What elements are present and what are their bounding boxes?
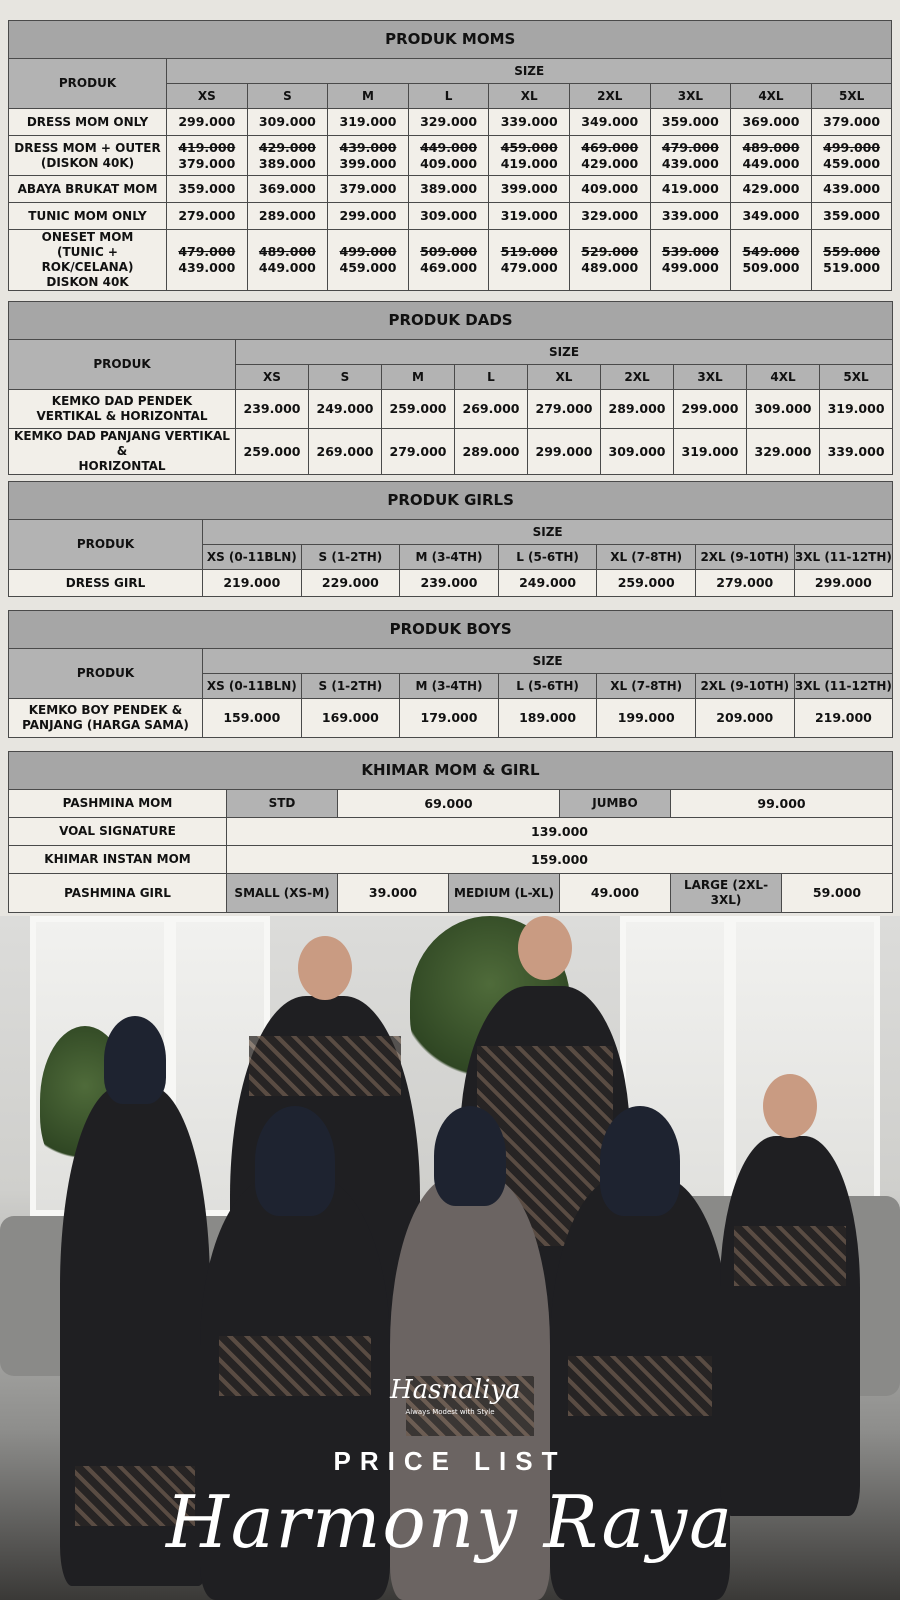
size-m: M bbox=[382, 365, 455, 390]
moms-produk-header: PRODUK bbox=[9, 59, 167, 109]
discount-price: 379.000 bbox=[178, 155, 236, 171]
variant-label: MEDIUM (L-XL) bbox=[449, 874, 560, 913]
price-cell: 439.000 bbox=[811, 176, 892, 203]
price-cell: 279.000 bbox=[528, 390, 601, 429]
price-cell: 159.000 bbox=[203, 699, 302, 738]
hijab bbox=[104, 1016, 166, 1104]
old-price: 459.000 bbox=[500, 139, 558, 155]
size-xl: XL bbox=[489, 84, 570, 109]
price-cell bbox=[811, 136, 892, 176]
price-cell: 219.000 bbox=[203, 570, 302, 597]
price-cell: 299.000 bbox=[328, 203, 409, 230]
table-row bbox=[9, 176, 892, 203]
product-label bbox=[9, 699, 203, 738]
price-cell: 319.000 bbox=[328, 109, 409, 136]
price-cell: 209.000 bbox=[695, 699, 794, 738]
price-cell: 339.000 bbox=[650, 203, 731, 230]
old-price: 529.000 bbox=[581, 244, 639, 260]
size-2xl: 2XL bbox=[569, 84, 650, 109]
price-cell: 99.000 bbox=[671, 790, 893, 818]
price-cell: 349.000 bbox=[731, 203, 812, 230]
price-cell: 329.000 bbox=[569, 203, 650, 230]
size-l: L bbox=[408, 84, 489, 109]
dads-price-table bbox=[8, 301, 893, 475]
price-cell bbox=[167, 230, 248, 291]
price-cell bbox=[811, 230, 892, 291]
price-cell: 379.000 bbox=[811, 109, 892, 136]
discount-price: 459.000 bbox=[823, 155, 881, 171]
collection-name: Harmony Raya bbox=[165, 1480, 735, 1564]
product-label-line: KEMKO DAD PANJANG VERTIKAL & bbox=[14, 429, 230, 458]
discount-price: 439.000 bbox=[661, 155, 719, 171]
boys-size-header: SIZE bbox=[203, 649, 893, 674]
moms-title: PRODUK MOMS bbox=[9, 21, 892, 59]
old-price: 519.000 bbox=[500, 244, 558, 260]
size-2xl: 2XL bbox=[601, 365, 674, 390]
discount-price: 429.000 bbox=[581, 155, 639, 171]
product-label bbox=[9, 429, 236, 475]
price-cell: 269.000 bbox=[309, 429, 382, 475]
price-cell: 359.000 bbox=[650, 109, 731, 136]
price-cell bbox=[569, 136, 650, 176]
product-label bbox=[9, 390, 236, 429]
product-label-line: VERTIKAL & HORIZONTAL bbox=[36, 409, 208, 423]
discount-price: 489.000 bbox=[581, 260, 639, 275]
price-cell: 229.000 bbox=[301, 570, 400, 597]
price-cell: 259.000 bbox=[382, 390, 455, 429]
variant-label: SMALL (XS-M) bbox=[227, 874, 338, 913]
price-cell: 159.000 bbox=[227, 846, 893, 874]
old-price: 429.000 bbox=[258, 139, 316, 155]
price-cell: 329.000 bbox=[408, 109, 489, 136]
face bbox=[298, 936, 352, 1000]
price-cell: 319.000 bbox=[674, 429, 747, 475]
product-label-line: HORIZONTAL bbox=[78, 459, 166, 473]
price-cell: 269.000 bbox=[455, 390, 528, 429]
product-label-line: (TUNIC + ROK/CELANA) bbox=[41, 245, 134, 274]
price-cell: 359.000 bbox=[811, 203, 892, 230]
dads-produk-header: PRODUK bbox=[9, 340, 236, 390]
old-price: 469.000 bbox=[581, 139, 639, 155]
price-cell: 249.000 bbox=[498, 570, 597, 597]
price-cell: 279.000 bbox=[695, 570, 794, 597]
product-label-line: ONESET MOM bbox=[41, 230, 134, 244]
size-l: L bbox=[455, 365, 528, 390]
discount-price: 399.000 bbox=[339, 155, 397, 171]
price-cell: 69.000 bbox=[338, 790, 560, 818]
price-cell: 369.000 bbox=[731, 109, 812, 136]
size-xl: XL (7-8TH) bbox=[597, 545, 696, 570]
batik-pattern bbox=[734, 1226, 846, 1286]
price-cell: 339.000 bbox=[820, 429, 893, 475]
product-label: DRESS GIRL bbox=[9, 570, 203, 597]
price-cell: 299.000 bbox=[167, 109, 248, 136]
old-price: 489.000 bbox=[258, 244, 316, 260]
price-cell bbox=[408, 230, 489, 291]
price-cell: 309.000 bbox=[408, 203, 489, 230]
table-row bbox=[9, 874, 893, 913]
old-price: 479.000 bbox=[661, 139, 719, 155]
product-label: PASHMINA MOM bbox=[9, 790, 227, 818]
face bbox=[518, 916, 572, 980]
discount-price: 499.000 bbox=[661, 260, 719, 275]
size-xl: XL bbox=[528, 365, 601, 390]
old-price: 449.000 bbox=[420, 139, 478, 155]
price-cell: 49.000 bbox=[560, 874, 671, 913]
price-cell bbox=[489, 136, 570, 176]
khimar-title: KHIMAR MOM & GIRL bbox=[9, 752, 893, 790]
price-cell: 409.000 bbox=[569, 176, 650, 203]
variant-label: JUMBO bbox=[560, 790, 671, 818]
price-cell bbox=[489, 230, 570, 291]
boys-produk-header: PRODUK bbox=[9, 649, 203, 699]
girls-size-header: SIZE bbox=[203, 520, 893, 545]
discount-price: 479.000 bbox=[500, 260, 558, 275]
table-row bbox=[9, 230, 892, 291]
khimar-price-table bbox=[8, 751, 893, 913]
brand-tagline: Always Modest with Style bbox=[405, 1408, 495, 1416]
price-cell bbox=[247, 136, 328, 176]
price-cell: 379.000 bbox=[328, 176, 409, 203]
price-cell: 179.000 bbox=[400, 699, 499, 738]
price-cell: 169.000 bbox=[301, 699, 400, 738]
product-label-line: PANJANG (HARGA SAMA) bbox=[22, 718, 189, 732]
price-cell: 309.000 bbox=[247, 109, 328, 136]
girls-title: PRODUK GIRLS bbox=[9, 482, 893, 520]
product-label: KHIMAR INSTAN MOM bbox=[9, 846, 227, 874]
price-cell: 59.000 bbox=[782, 874, 893, 913]
size-xl: XL (7-8TH) bbox=[597, 674, 696, 699]
price-cell bbox=[247, 230, 328, 291]
old-price: 479.000 bbox=[178, 244, 236, 260]
price-list-heading: PRICE LIST bbox=[333, 1446, 567, 1476]
product-label: TUNIC MOM ONLY bbox=[9, 203, 167, 230]
discount-price: 409.000 bbox=[420, 155, 478, 171]
hijab bbox=[434, 1106, 506, 1206]
discount-price: 419.000 bbox=[500, 155, 558, 171]
size-l: L (5-6TH) bbox=[498, 674, 597, 699]
boys-price-table bbox=[8, 610, 893, 738]
old-price: 499.000 bbox=[339, 244, 397, 260]
size-xs: XS bbox=[167, 84, 248, 109]
price-cell: 249.000 bbox=[309, 390, 382, 429]
old-price: 499.000 bbox=[823, 139, 881, 155]
price-cell bbox=[408, 136, 489, 176]
price-cell: 239.000 bbox=[400, 570, 499, 597]
dads-size-header: SIZE bbox=[236, 340, 893, 365]
price-cell: 299.000 bbox=[674, 390, 747, 429]
table-row bbox=[9, 570, 893, 597]
price-cell: 429.000 bbox=[731, 176, 812, 203]
product-label-line: KEMKO BOY PENDEK & bbox=[28, 703, 183, 717]
price-cell bbox=[569, 230, 650, 291]
price-cell: 339.000 bbox=[489, 109, 570, 136]
moms-price-table bbox=[8, 20, 892, 291]
price-cell bbox=[328, 230, 409, 291]
price-cell: 419.000 bbox=[650, 176, 731, 203]
table-row bbox=[9, 818, 893, 846]
size-s: S (1-2TH) bbox=[301, 545, 400, 570]
table-row bbox=[9, 203, 892, 230]
old-price: 489.000 bbox=[742, 139, 800, 155]
price-cell: 279.000 bbox=[167, 203, 248, 230]
discount-price: 509.000 bbox=[742, 260, 800, 275]
discount-price: 449.000 bbox=[258, 260, 316, 275]
batik-pattern bbox=[219, 1336, 371, 1396]
old-price: 559.000 bbox=[823, 244, 881, 260]
product-label-line: DISKON 40K bbox=[46, 275, 129, 289]
table-row bbox=[9, 390, 893, 429]
price-cell: 319.000 bbox=[489, 203, 570, 230]
size-s: S bbox=[247, 84, 328, 109]
table-row bbox=[9, 846, 893, 874]
discount-price: 389.000 bbox=[258, 155, 316, 171]
size-xs: XS bbox=[236, 365, 309, 390]
price-cell: 369.000 bbox=[247, 176, 328, 203]
price-cell: 289.000 bbox=[455, 429, 528, 475]
size-5xl: 5XL bbox=[811, 84, 892, 109]
variant-label: LARGE (2XL-3XL) bbox=[671, 874, 782, 913]
size-m: M bbox=[328, 84, 409, 109]
size-l: L (5-6TH) bbox=[498, 545, 597, 570]
price-cell: 279.000 bbox=[382, 429, 455, 475]
hijab bbox=[600, 1106, 680, 1216]
price-cell bbox=[731, 136, 812, 176]
price-cell bbox=[167, 136, 248, 176]
product-label bbox=[9, 230, 167, 291]
old-price: 509.000 bbox=[420, 244, 478, 260]
price-cell bbox=[650, 136, 731, 176]
discount-price: 519.000 bbox=[823, 260, 881, 275]
price-cell: 259.000 bbox=[597, 570, 696, 597]
discount-price: 459.000 bbox=[339, 260, 397, 275]
table-row bbox=[9, 429, 893, 475]
product-label-line: (DISKON 40K) bbox=[40, 155, 135, 170]
discount-price: 469.000 bbox=[420, 260, 478, 275]
price-cell: 359.000 bbox=[167, 176, 248, 203]
price-cell: 309.000 bbox=[601, 429, 674, 475]
price-cell: 299.000 bbox=[794, 570, 893, 597]
size-2xl: 2XL (9-10TH) bbox=[695, 674, 794, 699]
variant-label: STD bbox=[227, 790, 338, 818]
table-row bbox=[9, 699, 893, 738]
price-cell: 389.000 bbox=[408, 176, 489, 203]
product-label: VOAL SIGNATURE bbox=[9, 818, 227, 846]
size-xs: XS (0-11BLN) bbox=[203, 545, 302, 570]
face bbox=[763, 1074, 817, 1138]
size-2xl: 2XL (9-10TH) bbox=[695, 545, 794, 570]
price-cell: 329.000 bbox=[747, 429, 820, 475]
moms-size-header: SIZE bbox=[167, 59, 892, 84]
price-cell: 289.000 bbox=[247, 203, 328, 230]
table-row bbox=[9, 136, 892, 176]
price-cell bbox=[328, 136, 409, 176]
girls-price-table bbox=[8, 481, 893, 597]
price-cell: 289.000 bbox=[601, 390, 674, 429]
price-cell: 219.000 bbox=[794, 699, 893, 738]
product-label: PASHMINA GIRL bbox=[9, 874, 227, 913]
size-3xl: 3XL bbox=[674, 365, 747, 390]
hijab bbox=[255, 1106, 335, 1216]
old-price: 439.000 bbox=[339, 139, 397, 155]
table-row bbox=[9, 109, 892, 136]
brand-logo: Hasnaliya bbox=[390, 1375, 521, 1405]
product-label: ABAYA BRUKAT MOM bbox=[9, 176, 167, 203]
size-xs: XS (0-11BLN) bbox=[203, 674, 302, 699]
price-cell: 139.000 bbox=[227, 818, 893, 846]
price-cell: 239.000 bbox=[236, 390, 309, 429]
old-price: 539.000 bbox=[661, 244, 719, 260]
price-cell: 399.000 bbox=[489, 176, 570, 203]
dads-title: PRODUK DADS bbox=[9, 302, 893, 340]
price-cell: 309.000 bbox=[747, 390, 820, 429]
size-3xl: 3XL (11-12TH) bbox=[794, 545, 893, 570]
price-cell: 189.000 bbox=[498, 699, 597, 738]
size-m: M (3-4TH) bbox=[400, 545, 499, 570]
batik-pattern bbox=[568, 1356, 712, 1416]
product-label-line: DRESS MOM + OUTER bbox=[14, 140, 161, 155]
price-cell: 319.000 bbox=[820, 390, 893, 429]
size-5xl: 5XL bbox=[820, 365, 893, 390]
table-row bbox=[9, 790, 893, 818]
price-cell: 39.000 bbox=[338, 874, 449, 913]
price-cell: 199.000 bbox=[597, 699, 696, 738]
size-3xl: 3XL bbox=[650, 84, 731, 109]
discount-price: 449.000 bbox=[742, 155, 800, 171]
girls-produk-header: PRODUK bbox=[9, 520, 203, 570]
size-4xl: 4XL bbox=[731, 84, 812, 109]
product-label bbox=[9, 136, 167, 176]
price-cell: 299.000 bbox=[528, 429, 601, 475]
size-s: S bbox=[309, 365, 382, 390]
price-cell bbox=[731, 230, 812, 291]
discount-price: 439.000 bbox=[178, 260, 236, 275]
product-label-line: KEMKO DAD PENDEK bbox=[51, 394, 193, 408]
old-price: 549.000 bbox=[742, 244, 800, 260]
price-cell bbox=[650, 230, 731, 291]
boys-title: PRODUK BOYS bbox=[9, 611, 893, 649]
price-cell: 349.000 bbox=[569, 109, 650, 136]
old-price: 419.000 bbox=[178, 139, 236, 155]
price-cell: 259.000 bbox=[236, 429, 309, 475]
size-m: M (3-4TH) bbox=[400, 674, 499, 699]
size-s: S (1-2TH) bbox=[301, 674, 400, 699]
size-4xl: 4XL bbox=[747, 365, 820, 390]
batik-pattern bbox=[249, 1036, 401, 1096]
product-label: DRESS MOM ONLY bbox=[9, 109, 167, 136]
size-3xl: 3XL (11-12TH) bbox=[794, 674, 893, 699]
